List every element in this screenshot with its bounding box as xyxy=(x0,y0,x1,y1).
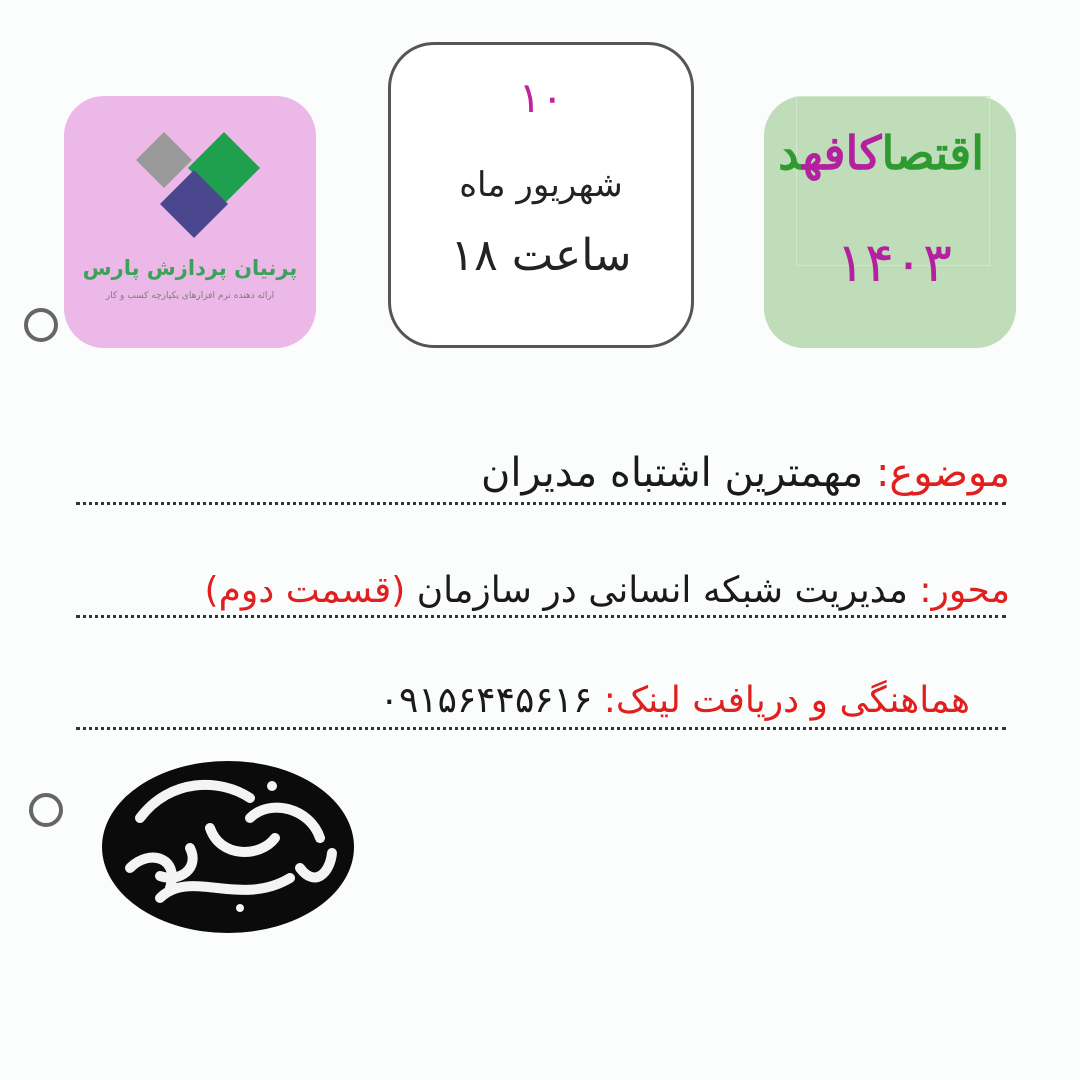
dotted-divider xyxy=(76,727,1006,730)
dotted-divider xyxy=(76,502,1006,505)
ring-icon xyxy=(24,308,58,342)
event-day: ۱۰ xyxy=(518,73,564,122)
signature-logo xyxy=(100,758,356,936)
company-tagline: ارائه دهنده نرم افزارهای یکپارچه کسب و کار xyxy=(105,291,275,301)
company-logo-tile xyxy=(64,96,316,348)
axis-label: محور: xyxy=(919,570,1010,611)
topic-value: مهمترین اشتباه مدیران xyxy=(481,450,864,496)
brand-year: ۱۴۰۳ xyxy=(835,231,952,294)
company-name: پرنیان پردازش پارس xyxy=(82,256,298,280)
topic-label: موضوع: xyxy=(875,450,1010,496)
signature-oval-icon xyxy=(100,758,356,936)
diamond-logo-icon xyxy=(64,96,316,256)
contact-label: هماهنگی و دریافت لینک: xyxy=(603,680,970,721)
axis-value: مدیریت شبکه انسانی در سازمان xyxy=(416,570,908,611)
axis-part: (قسمت دوم) xyxy=(204,570,406,611)
event-date-card xyxy=(388,42,694,348)
dotted-divider xyxy=(76,615,1006,618)
brand-wordmark xyxy=(778,126,984,180)
contact-phone: ۰۹۱۵۶۴۴۵۶۱۶ xyxy=(379,680,593,721)
brand-word-part2: کافه xyxy=(802,126,882,180)
ring-icon xyxy=(29,793,63,827)
cafe-eqtesad-logo-tile xyxy=(764,96,1016,348)
event-month: شهریور ماه xyxy=(459,165,623,205)
brand-word-part3: د xyxy=(778,126,803,180)
brand-word-part1: اقتصا xyxy=(881,126,984,180)
event-time: ساعت ۱۸ xyxy=(450,230,632,281)
